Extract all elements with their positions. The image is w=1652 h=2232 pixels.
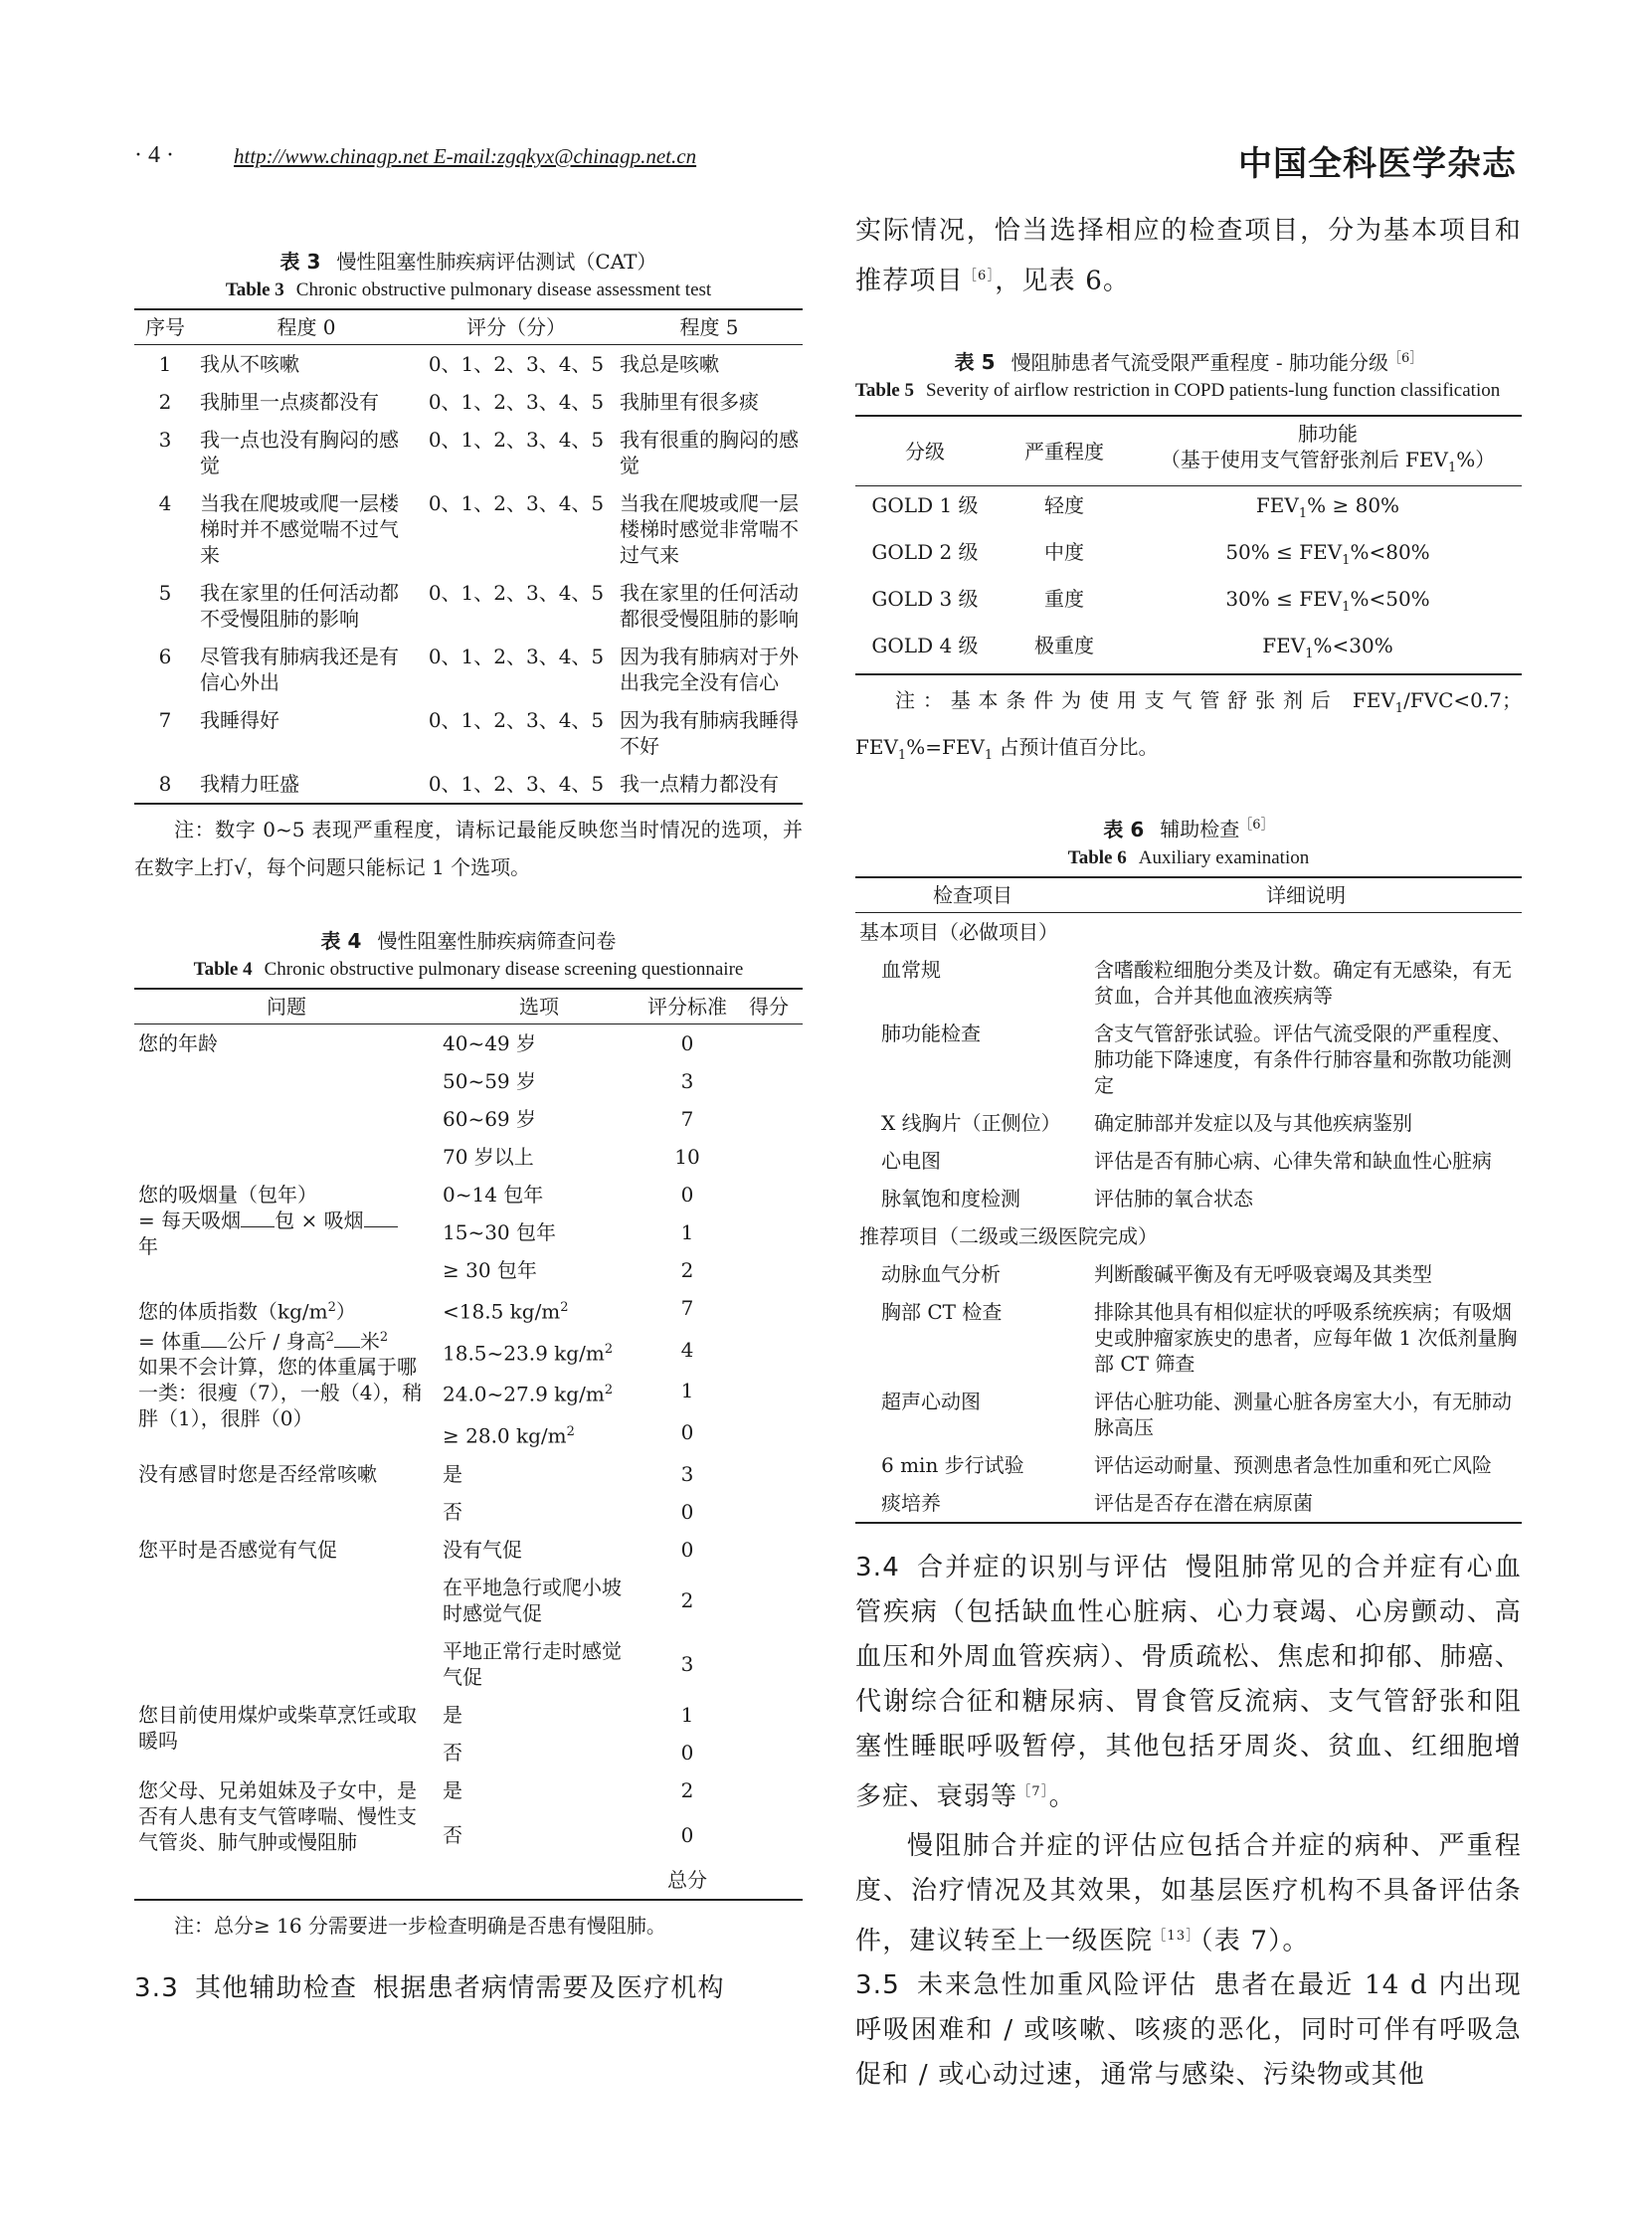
right-column <box>855 209 1522 2098</box>
table-cell: 我精力旺盛 <box>200 772 299 796</box>
question-dyspnea: 您平时是否感觉有气促 <box>138 1537 337 1562</box>
table3-header-row <box>134 309 803 345</box>
table-row <box>134 1289 803 1331</box>
note-text: 注：基本条件为使用支气管舒张剂后 FEV <box>895 688 1395 713</box>
table-row <box>134 1531 803 1569</box>
q3-line4: 米 <box>359 1329 380 1354</box>
table5 <box>855 415 1522 675</box>
citation: ［6］ <box>1388 350 1423 366</box>
table-cell: 0、1、2、3、4、5 <box>428 352 605 376</box>
score: 0 <box>680 1031 694 1055</box>
table5-header: 肺功能 （基于使用支气管舒张剂后 $FEV_1\%$） <box>1134 416 1522 486</box>
table-row <box>855 1484 1522 1523</box>
table5-header: 严重程度 <box>995 416 1134 486</box>
table-cell: 我睡得好 <box>200 708 279 732</box>
table4-label-en: Table 4 <box>193 959 253 980</box>
blank-field[interactable] <box>201 1332 227 1348</box>
score: 7 <box>680 1296 694 1320</box>
table6 <box>855 876 1522 1524</box>
para-text: （表 7）。 <box>1199 1926 1310 1956</box>
blank-field[interactable] <box>334 1332 360 1348</box>
table4-header: 得分 <box>735 989 803 1024</box>
exam-detail: 排除其他具有相似症状的呼吸系统疾病；有吸烟史或肿瘤家族史的患者，应每年做 1 次低剂量胸部 CT 筛查 <box>1094 1299 1518 1376</box>
exam-detail: 评估是否存在潜在病原菌 <box>1094 1490 1313 1515</box>
header-text: %） <box>1456 448 1496 472</box>
table5-label-cn: 表 5 <box>954 350 996 375</box>
table-cell: 我从不咳嗽 <box>200 352 299 376</box>
table-cell: 0、1、2、3、4、5 <box>428 581 605 605</box>
table-cell: 尽管我有肺病我还是有信心外出 <box>200 645 399 694</box>
table-row <box>134 574 803 638</box>
q3-line1: 您的体质指数（kg/m <box>138 1299 328 1324</box>
table-cell: 3 <box>158 428 172 452</box>
exam-item: 胸部 CT 检查 <box>881 1299 1003 1324</box>
table-row <box>134 1024 803 1063</box>
table-cell: 0、1、2、3、4、5 <box>428 428 605 452</box>
q2-line2: = 每天吸烟 <box>138 1209 242 1232</box>
table5-header: 分级 <box>855 416 995 486</box>
journal-name: 中国全科医学杂志 <box>1238 144 1517 184</box>
table-row <box>855 1015 1522 1104</box>
table-row <box>855 1255 1522 1293</box>
table4-header: 问题 <box>134 989 439 1024</box>
score: 3 <box>680 1069 694 1093</box>
table-cell: 当我在爬坡或爬一层楼梯时并不感觉喘不过气来 <box>200 491 399 567</box>
table6-label-cn: 表 6 <box>1103 817 1145 841</box>
table-cell: $30\% \le FEV_1\%<50\%$ <box>1225 587 1430 616</box>
score: 1 <box>680 1220 694 1244</box>
table-row <box>134 1455 803 1493</box>
score: 2 <box>680 1587 694 1612</box>
table4-label-cn: 表 4 <box>320 929 362 953</box>
score: 1 <box>680 1379 694 1403</box>
para-text: ，见表 6。 <box>995 266 1131 296</box>
table4 <box>134 988 803 1901</box>
table-cell: GOLD 1 级 <box>871 493 979 518</box>
option-text: ≥ 28.0 kg/m <box>443 1423 567 1448</box>
table-group-row <box>855 912 1522 951</box>
table-row <box>134 1861 803 1900</box>
score: 1 <box>680 1702 694 1727</box>
table-row <box>134 638 803 701</box>
option: <18.5 $kg/m^2$ <box>443 1299 569 1324</box>
option: 平地正常行走时感觉气促 <box>443 1638 622 1689</box>
table-cell: 重度 <box>1044 587 1084 612</box>
table-row <box>134 421 803 484</box>
option: 15~30 包年 <box>443 1220 557 1244</box>
table-row <box>134 1176 803 1213</box>
table3-label-en: Table 3 <box>225 279 284 300</box>
question-fuel: 您目前使用煤炉或柴草烹饪或取暖吗 <box>138 1702 417 1753</box>
table-cell: 我一点精力都没有 <box>620 772 779 796</box>
table-cell: 我在家里的任何活动都很受慢阻肺的影响 <box>620 581 799 631</box>
table-row <box>134 1696 803 1734</box>
q2-line4: 年 <box>138 1234 158 1258</box>
citation: ［7］ <box>1017 1783 1049 1799</box>
option: 50~59 岁 <box>443 1069 537 1093</box>
section-number: 3.5 <box>855 1970 900 2001</box>
score: 4 <box>680 1337 694 1362</box>
option: 是 <box>443 1777 462 1802</box>
table-cell: 0、1、2、3、4、5 <box>428 772 605 796</box>
exam-detail: 含嗜酸粒细胞分类及计数。确定有无感染，有无贫血，合并其他血液疾病等 <box>1094 957 1512 1008</box>
table6-label-en: Table 6 <box>1067 846 1127 868</box>
table-row <box>855 486 1522 534</box>
table-row <box>134 765 803 804</box>
citation: ［6］ <box>1239 818 1274 834</box>
table3-header: 程度 0 <box>196 309 417 345</box>
table6-title-en: Auxiliary examination <box>1138 846 1310 868</box>
table-row <box>855 1446 1522 1484</box>
para-text: 实际情况，恰当选择相应的检查项目，分为基本项目和推荐项目 <box>855 216 1522 296</box>
table5-caption <box>855 344 1522 406</box>
cell-text: FEV <box>1255 493 1299 518</box>
group-label: 基本项目（必做项目） <box>859 919 1058 944</box>
q3-line3: 公斤 / 身高 <box>227 1329 326 1354</box>
score: 3 <box>680 1461 694 1486</box>
q2-line3: 包 × 吸烟 <box>275 1209 364 1232</box>
section-number: 3.3 <box>134 1972 179 2003</box>
table-cell: 我肺里一点痰都没有 <box>200 390 379 414</box>
table-row <box>855 951 1522 1015</box>
table-cell: 8 <box>158 772 172 796</box>
table-cell: 我在家里的任何活动都不受慢阻肺的影响 <box>200 581 399 631</box>
q3-line5: 如果不会计算，您的体重属于哪一类：很瘦（7），一般（4），稍胖（1），很胖（0） <box>138 1355 423 1431</box>
table3 <box>134 308 803 805</box>
cell-text: % ≥ 80% <box>1307 493 1400 518</box>
table-row <box>134 345 803 384</box>
score: 2 <box>680 1777 694 1802</box>
option-text: 18.5~23.9 kg/m <box>443 1341 605 1366</box>
option: 18.5~23.9 $kg/m^2$ <box>443 1341 614 1366</box>
table5-label-en: Table 5 <box>855 380 914 402</box>
score: 10 <box>674 1145 700 1169</box>
option-text: <18.5 kg/m <box>443 1299 561 1324</box>
question-age: 您的年龄 <box>138 1031 218 1055</box>
table-cell: 0、1、2、3、4、5 <box>428 708 605 732</box>
table-row <box>855 627 1522 674</box>
table3-title-en: Chronic obstructive pulmonary disease assessment test <box>295 279 712 300</box>
header-text: （基于使用支气管舒张剂后 FEV <box>1160 448 1448 472</box>
table-cell: 4 <box>158 491 172 515</box>
exam-detail: 评估运动耐量、预测患者急性加重和死亡风险 <box>1094 1452 1492 1477</box>
table4-header-row <box>134 989 803 1024</box>
table4-header: 选项 <box>439 989 640 1024</box>
table-cell: GOLD 3 级 <box>871 587 979 612</box>
section-text: 患者在最近 14 d 内出现呼吸困难和 / 或咳嗽、咳痰的恶化，同时可伴有呼吸急促和 / 或心动过速，通常与感染、污染物或其他 <box>855 1970 1522 2091</box>
header-text: 肺功能 <box>1298 422 1358 447</box>
table-cell: 0、1、2、3、4、5 <box>428 491 605 515</box>
table4-title-en: Chronic obstructive pulmonary disease screening questionnaire <box>264 959 744 980</box>
exam-item: X 线胸片（正侧位） <box>881 1110 1061 1135</box>
table-row <box>855 1104 1522 1142</box>
option: 是 <box>443 1461 462 1486</box>
exam-item: 6 min 步行试验 <box>881 1452 1024 1477</box>
table-cell: $50\% \le FEV_1\%<80\%$ <box>1225 540 1430 569</box>
table-cell: GOLD 4 级 <box>871 634 979 658</box>
table-cell: GOLD 2 级 <box>871 540 979 565</box>
score: 0 <box>680 1183 694 1207</box>
table-cell: $FEV_1\%<30\%$ <box>1262 634 1393 662</box>
option: 是 <box>443 1702 462 1727</box>
option: ≥ 28.0 $kg/m^2$ <box>443 1423 575 1448</box>
exam-item: 脉氧饱和度检测 <box>881 1186 1020 1210</box>
table-cell: $FEV_1\% \ge 80\%$ <box>1255 493 1400 522</box>
table-row <box>855 1383 1522 1446</box>
exam-item: 心电图 <box>881 1148 941 1173</box>
table-cell: 极重度 <box>1034 634 1094 658</box>
table4-note: 注：总分≥ 16 分需要进一步检查明确是否患有慢阻肺。 <box>174 1913 666 1938</box>
page-number: · 4 · <box>134 142 174 168</box>
table-cell: 2 <box>158 390 172 414</box>
score: 0 <box>680 1419 694 1444</box>
journal-url[interactable]: http://www.chinagp.net E-mail:zgqkyx@chinagp.net.cn <box>234 144 697 168</box>
table3-title-cn: 慢性阻塞性肺疾病评估测试（CAT） <box>336 250 657 274</box>
option: 0~14 包年 <box>443 1183 544 1207</box>
table4-caption <box>134 926 803 984</box>
table-cell: 我肺里有很多痰 <box>620 390 759 414</box>
table-row <box>855 1142 1522 1180</box>
paragraph-comorbidity <box>855 1824 1522 1964</box>
table-row <box>855 1293 1522 1383</box>
table6-header-row <box>855 877 1522 913</box>
option: 60~69 岁 <box>443 1107 537 1131</box>
question-bmi: 您的体质指数$(kg/m^2)$ = 体重 公斤 / 身高$^2$ 米$^2$ 如果不会计算，您的体重属于哪一类：很瘦（7），一般（4），稍胖（1），很胖（0） <box>138 1299 423 1431</box>
table6-title-cn: 辅助检查 <box>1160 817 1240 841</box>
table-row <box>134 701 803 765</box>
total-label: 总分 <box>667 1867 707 1892</box>
table3-label-cn: 表 3 <box>279 250 321 274</box>
q3-line2: = 体重 <box>138 1329 202 1354</box>
question-smoking <box>134 1176 439 1289</box>
section-3-3-continued <box>855 209 1522 304</box>
table5-title-cn: 慢阻肺患者气流受限严重程度 - 肺功能分级 <box>1010 350 1389 375</box>
option: 24.0~27.9 $kg/m^2$ <box>443 1382 614 1406</box>
table3-header: 评分（分） <box>417 309 616 345</box>
exam-detail: 评估心脏功能、测量心脏各房室大小，有无肺动脉高压 <box>1094 1389 1512 1439</box>
score: 0 <box>680 1740 694 1765</box>
score: 0 <box>680 1822 694 1847</box>
citation: ［13］ <box>1153 1928 1200 1944</box>
table-row <box>855 533 1522 580</box>
option: 70 岁以上 <box>443 1145 534 1169</box>
table-cell: 1 <box>158 352 172 376</box>
table-cell: 因为我有肺病对于外出我完全没有信心 <box>620 645 799 694</box>
section-title: 其他辅助检查 <box>194 1972 358 2003</box>
table-row <box>134 383 803 421</box>
table-cell: 我有很重的胸闷的感觉 <box>620 428 799 477</box>
exam-item: 肺功能检查 <box>881 1021 981 1045</box>
score: 3 <box>680 1651 694 1676</box>
option: 否 <box>443 1740 462 1765</box>
exam-item: 血常规 <box>881 957 941 982</box>
question-family: 您父母、兄弟姐妹及子女中，是否有人患有支气管哮喘、慢性支气管炎、肺气肿或慢阻肺 <box>138 1777 417 1854</box>
exam-item: 痰培养 <box>881 1490 941 1515</box>
table5-header-row <box>855 416 1522 486</box>
section-3-4 <box>855 1546 1522 1820</box>
table-row <box>134 1771 803 1816</box>
section-title: 未来急性加重风险评估 <box>915 1970 1198 2001</box>
option-text: 24.0~27.9 kg/m <box>443 1382 605 1406</box>
option: 否 <box>443 1822 462 1847</box>
score: 7 <box>680 1107 694 1131</box>
table-group-row <box>855 1217 1522 1255</box>
cell-text: %<30% <box>1313 634 1393 658</box>
cell-text: 50% ≤ FEV <box>1225 540 1343 565</box>
table6-header: 检查项目 <box>855 877 1090 913</box>
table-cell: 因为我有肺病我睡得不好 <box>620 708 799 758</box>
section-3-3 <box>134 1966 803 2011</box>
table-cell: 0、1、2、3、4、5 <box>428 645 605 668</box>
table4-header: 评分标准 <box>640 989 735 1024</box>
question-cough: 没有感冒时您是否经常咳嗽 <box>138 1461 377 1486</box>
left-column <box>134 247 803 2011</box>
table-cell: 5 <box>158 581 172 605</box>
blank-field[interactable] <box>241 1211 275 1227</box>
exam-detail: 判断酸碱平衡及有无呼吸衰竭及其类型 <box>1094 1261 1432 1286</box>
table3-header: 序号 <box>134 309 196 345</box>
group-label: 推荐项目（二级或三级医院完成） <box>859 1223 1158 1248</box>
option: 在平地急行或爬小坡时感觉气促 <box>443 1575 622 1625</box>
option: 40~49 岁 <box>443 1031 537 1055</box>
page-header <box>134 136 1517 184</box>
cell-text: %<50% <box>1350 587 1430 612</box>
table-cell: 轻度 <box>1044 493 1084 518</box>
exam-detail: 评估肺的氧合状态 <box>1094 1186 1253 1210</box>
exam-detail: 评估是否有肺心病、心律失常和缺血性心脏病 <box>1094 1148 1492 1173</box>
blank-field[interactable] <box>364 1211 398 1227</box>
table-row <box>855 1180 1522 1217</box>
score: 2 <box>680 1258 694 1282</box>
exam-item: 动脉血气分析 <box>881 1261 1001 1286</box>
option: ≥ 30 包年 <box>443 1258 537 1282</box>
table-row <box>855 580 1522 627</box>
cell-text: %<80% <box>1350 540 1430 565</box>
note-text: 占预计值百分比。 <box>993 735 1159 760</box>
table-cell: 6 <box>158 645 172 668</box>
citation: ［6］ <box>963 269 996 283</box>
para-text: 慢阻肺合并症的评估应包括合并症的病种、严重程度、治疗情况及其效果，如基层医疗机构不具备评估条件，建议转至上一级医院 <box>855 1830 1522 1956</box>
score: 0 <box>680 1537 694 1562</box>
q2-line1: 您的吸烟量（包年） <box>138 1183 317 1207</box>
option: 否 <box>443 1499 462 1524</box>
cell-text: FEV <box>1262 634 1306 658</box>
table3-caption <box>134 247 803 304</box>
section-title: 合并症的识别与评估 <box>915 1552 1171 1582</box>
section-text: 慢阻肺常见的合并症有心血管疾病（包括缺血性心脏病、心力衰竭、心房颤动、高血压和外周血管疾病）、骨质疏松、焦虑和抑郁、肺癌、代谢综合征和糖尿病、胃食管反流病、支气管舒张和阻塞性睡眠呼吸暂停，其他包括牙周炎、贫血、红细胞增多症、衰弱等 <box>855 1552 1522 1812</box>
section-3-5 <box>855 1963 1522 2098</box>
table-cell: 我一点也没有胸闷的感觉 <box>200 428 399 477</box>
table5-title-en: Severity of airflow restriction in COPD patients-lung function classification <box>925 380 1501 402</box>
table-cell: 我总是咳嗽 <box>620 352 719 376</box>
table6-header: 详细说明 <box>1090 877 1522 913</box>
table6-caption <box>855 811 1522 872</box>
exam-detail: 确定肺部并发症以及与其他疾病鉴别 <box>1094 1110 1412 1135</box>
note-text: %=FEV <box>906 735 985 760</box>
exam-detail: 含支气管舒张试验。评估气流受限的严重程度、肺功能下降速度，有条件行肺容量和弥散功能测定 <box>1094 1021 1512 1097</box>
table3-header: 程度 5 <box>616 309 803 345</box>
section-number: 3.4 <box>855 1552 900 1582</box>
table-row <box>134 484 803 574</box>
option: 没有气促 <box>443 1537 522 1562</box>
table-cell: 7 <box>158 708 172 732</box>
table-cell: 0、1、2、3、4、5 <box>428 390 605 414</box>
table4-title-cn: 慢性阻塞性肺疾病筛查问卷 <box>377 929 617 953</box>
note-text: /FVC<0.7；FEV <box>855 688 1522 760</box>
score: 0 <box>680 1499 694 1524</box>
table-cell: 中度 <box>1044 540 1084 565</box>
section-text: 根据患者病情需要及医疗机构 <box>373 1972 725 2003</box>
table5-note: 注：基本条件为使用支气管舒张剂后 $FEV_1/FVC<0.7$；$FEV_1\%=FEV_1$ 占预计值百分比。 <box>855 688 1522 764</box>
exam-item: 超声心动图 <box>881 1389 981 1413</box>
table3-note: 注：数字 0~5 表现严重程度，请标记最能反映您当时情况的选项，并在数字上打√，每个问题只能标记 1 个选项。 <box>134 818 803 879</box>
table-cell: 当我在爬坡或爬一层楼梯时感觉非常喘不过气来 <box>620 491 799 567</box>
cell-text: 30% ≤ FEV <box>1225 587 1343 612</box>
section-text: 。 <box>1048 1781 1076 1812</box>
